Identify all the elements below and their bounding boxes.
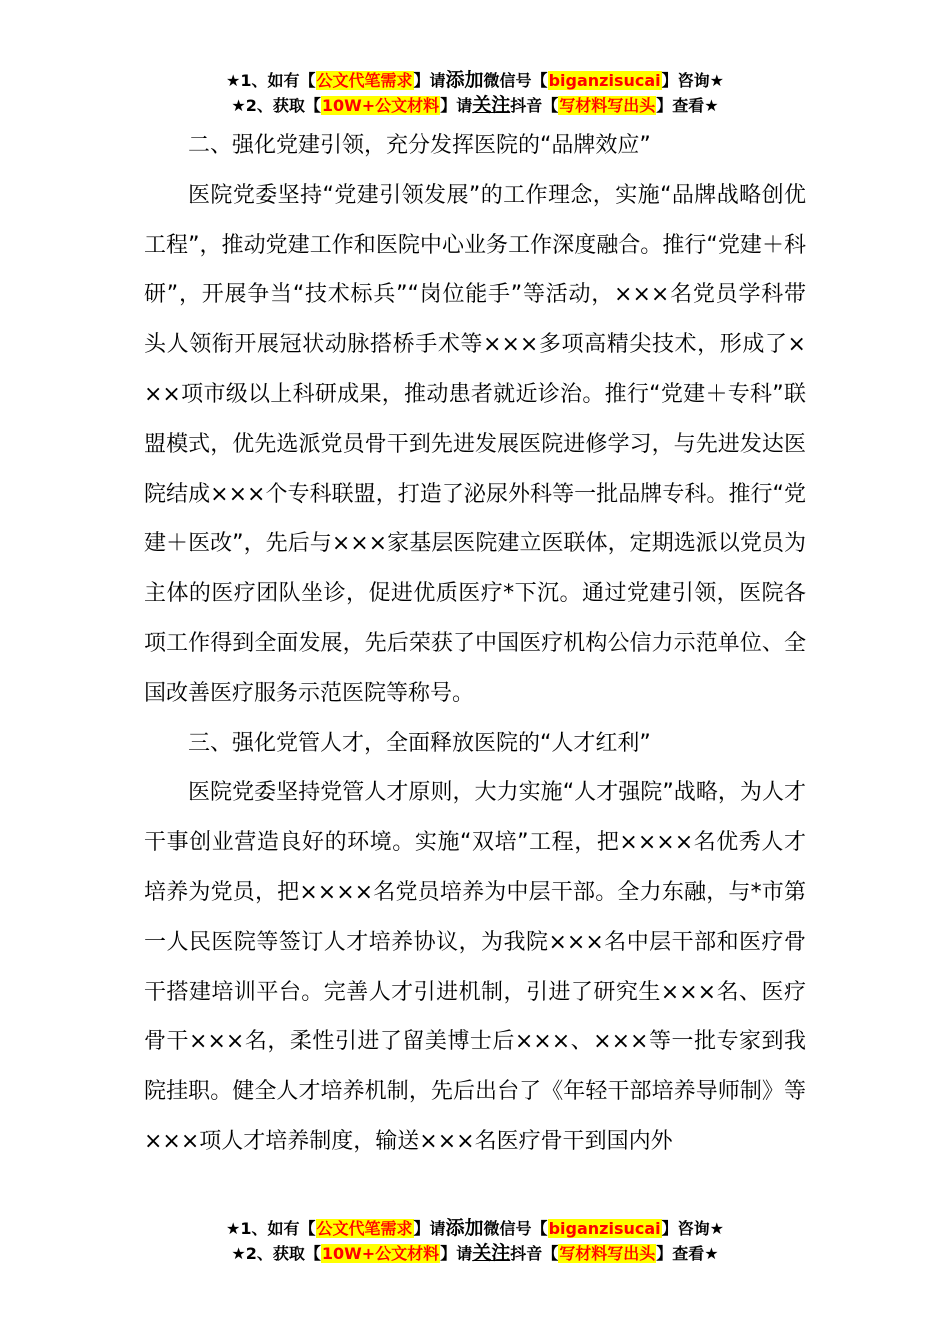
- banner-highlight: biganzisucai: [548, 1219, 661, 1238]
- banner-highlight: 写材料写出头: [559, 96, 656, 115]
- banner-text: 】请: [413, 71, 446, 90]
- header-banner: [0, 68, 950, 118]
- banner-text: 】请: [440, 96, 473, 115]
- banner-line-1: [0, 68, 950, 93]
- banner-text: ★1、如有【: [226, 1219, 316, 1238]
- banner-text: 】咨询★: [661, 71, 724, 90]
- banner-highlight: biganzisucai: [548, 71, 661, 90]
- banner-line-2: [0, 1241, 950, 1266]
- banner-text: 】请: [440, 1244, 473, 1263]
- banner-emphasis: 关注: [472, 1242, 511, 1264]
- banner-text: ★2、获取【: [231, 1244, 321, 1263]
- document-body: [144, 121, 806, 1167]
- banner-highlight: 10W+公文材料: [321, 96, 440, 115]
- section-paragraph-3: 医院党委坚持党管人才原则，大力实施“人才强院”战略，为人才干事创业营造良好的环境。实施“双培”工程，把××××名优秀人才培养为党员，把××××名党员培养为中层干部。全力东融，与*市第一人民医院等签订人才培养协议，为我院×××名中层干部和医疗骨干搭建培训平台。完善人才引进机制，引进了研究生×××名、医疗骨干×××名，柔性引进了留美博士后×××、×××等一批专家到我院挂职。健全人才培养机制，先后出台了《年轻干部培养导师制》等×××项人才培养制度，输送×××名医疗骨干到国内外: [144, 780, 806, 1154]
- banner-highlight: 公文代笔需求: [316, 1219, 413, 1238]
- banner-text: 微信号【: [483, 1219, 548, 1238]
- banner-text: 】查看★: [656, 1244, 719, 1263]
- banner-line-2: [0, 93, 950, 118]
- banner-text: 】咨询★: [661, 1219, 724, 1238]
- footer-banner: [0, 1216, 950, 1266]
- banner-line-1: [0, 1216, 950, 1241]
- banner-text: 】查看★: [656, 96, 719, 115]
- banner-text: ★2、获取【: [231, 96, 321, 115]
- banner-emphasis: 添加: [445, 1217, 484, 1239]
- section-paragraph-2: 医院党委坚持“党建引领发展”的工作理念，实施“品牌战略创优工程”，推动党建工作和医院中心业务工作深度融合。推行“党建＋科研”，开展争当“技术标兵”“岗位能手”等活动，×××名党员学科带头人领衔开展冠状动脉搭桥手术等×××多项高精尖技术，形成了×××项市级以上科研成果，推动患者就近诊治。推行“党建＋专科”联盟模式，优先选派党员骨干到先进发展医院进修学习，与先进发达医院结成×××个专科联盟，打造了泌尿外科等一批品牌专科。推行“党建＋医改”，先后与×××家基层医院建立医联体，定期选派以党员为主体的医疗团队坐诊，促进优质医疗*下沉。通过党建引领，医院各项工作得到全面发展，先后荣获了中国医疗机构公信力示范单位、全国改善医疗服务示范医院等称号。: [144, 182, 806, 706]
- banner-emphasis: 关注: [472, 94, 511, 116]
- banner-text: 抖音【: [510, 96, 559, 115]
- banner-text: ★1、如有【: [226, 71, 316, 90]
- banner-highlight: 写材料写出头: [559, 1244, 656, 1263]
- banner-emphasis: 添加: [445, 69, 484, 91]
- section-heading-3: 三、强化党管人才，全面释放医院的“人才红利”: [188, 730, 651, 756]
- section-heading-2: 二、强化党建引领，充分发挥医院的“品牌效应”: [188, 133, 651, 158]
- banner-text: 】请: [413, 1219, 446, 1238]
- banner-highlight: 10W+公文材料: [321, 1244, 440, 1263]
- banner-text: 抖音【: [510, 1244, 559, 1263]
- banner-highlight: 公文代笔需求: [316, 71, 413, 90]
- banner-text: 微信号【: [483, 71, 548, 90]
